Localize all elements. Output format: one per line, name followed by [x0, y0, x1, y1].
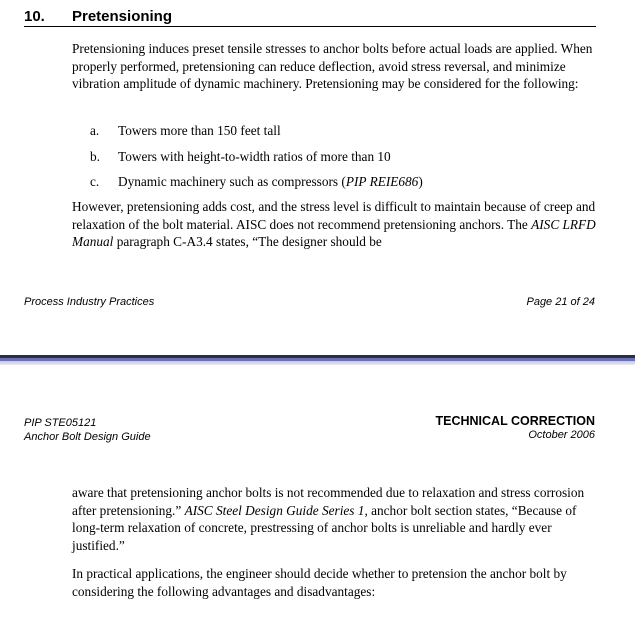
- paragraph-aisc-quote: [72, 484, 596, 554]
- list-item-letter: a.: [90, 123, 100, 138]
- footer-page-number: Page 21 of 24: [526, 296, 595, 308]
- paragraph-citation: AISC Steel Design Guide Series 1: [184, 502, 365, 518]
- paragraph-text: , anchor bolt section states, “Because of long-term relaxation of concrete, prestressing of anchor bolts is unreliable and hardly ever justified.”: [72, 502, 577, 553]
- list-item-text: Towers more than 150 feet tall: [118, 123, 281, 138]
- page-break-divider: [0, 355, 635, 365]
- header-document-info: [24, 416, 151, 444]
- list-text-part: ): [418, 174, 423, 189]
- header-correction-info: [436, 414, 596, 442]
- header-doc-id: PIP STE05121: [24, 417, 97, 429]
- header-doc-title: Anchor Bolt Design Guide: [24, 431, 151, 443]
- section-rule: [24, 26, 596, 27]
- section-number: 10.: [24, 8, 45, 25]
- list-item-text: [118, 174, 423, 190]
- list-text-part: Dynamic machinery such as compressors (: [118, 174, 346, 189]
- paragraph-text: aware that pretensioning anchor bolts is not recommended due to relaxation and stress corrosion after pretensioning.”: [72, 485, 585, 518]
- header-correction-label: TECHNICAL CORRECTION: [435, 414, 595, 428]
- list-item-letter: c.: [90, 174, 100, 189]
- section-title: Pretensioning: [72, 8, 173, 25]
- list-text-citation: PIP REIE686: [345, 174, 419, 189]
- paragraph-pretension-cost: [72, 198, 596, 251]
- header-date: October 2006: [528, 429, 595, 441]
- paragraph-citation: AISC LRFD Manual: [72, 216, 596, 249]
- list-item-letter: b.: [90, 149, 100, 164]
- list-item-text: Towers with height-to-width ratios of more than 10: [118, 149, 391, 164]
- paragraph-text: paragraph C-A3.4 states, “The designer should be: [113, 234, 382, 249]
- paragraph-intro: Pretensioning induces preset tensile stresses to anchor bolts before actual loads are applied. When properly performed, pretensioning can reduce deflection, avoid stress reversal, and minimize vibration amplitude of dynamic machinery. Pretensioning may be considered for the following:: [72, 41, 593, 91]
- paragraph-text: However, pretensioning adds cost, and the stress level is difficult to maintain because of creep and relaxation of the bolt material. AISC does not recommend pretensioning anchors. The: [72, 199, 596, 232]
- paragraph-practical: In practical applications, the engineer should decide whether to pretension the anchor bolt by considering the following advantages and disadvantages:: [72, 566, 567, 599]
- footer-publisher: Process Industry Practices: [24, 296, 155, 308]
